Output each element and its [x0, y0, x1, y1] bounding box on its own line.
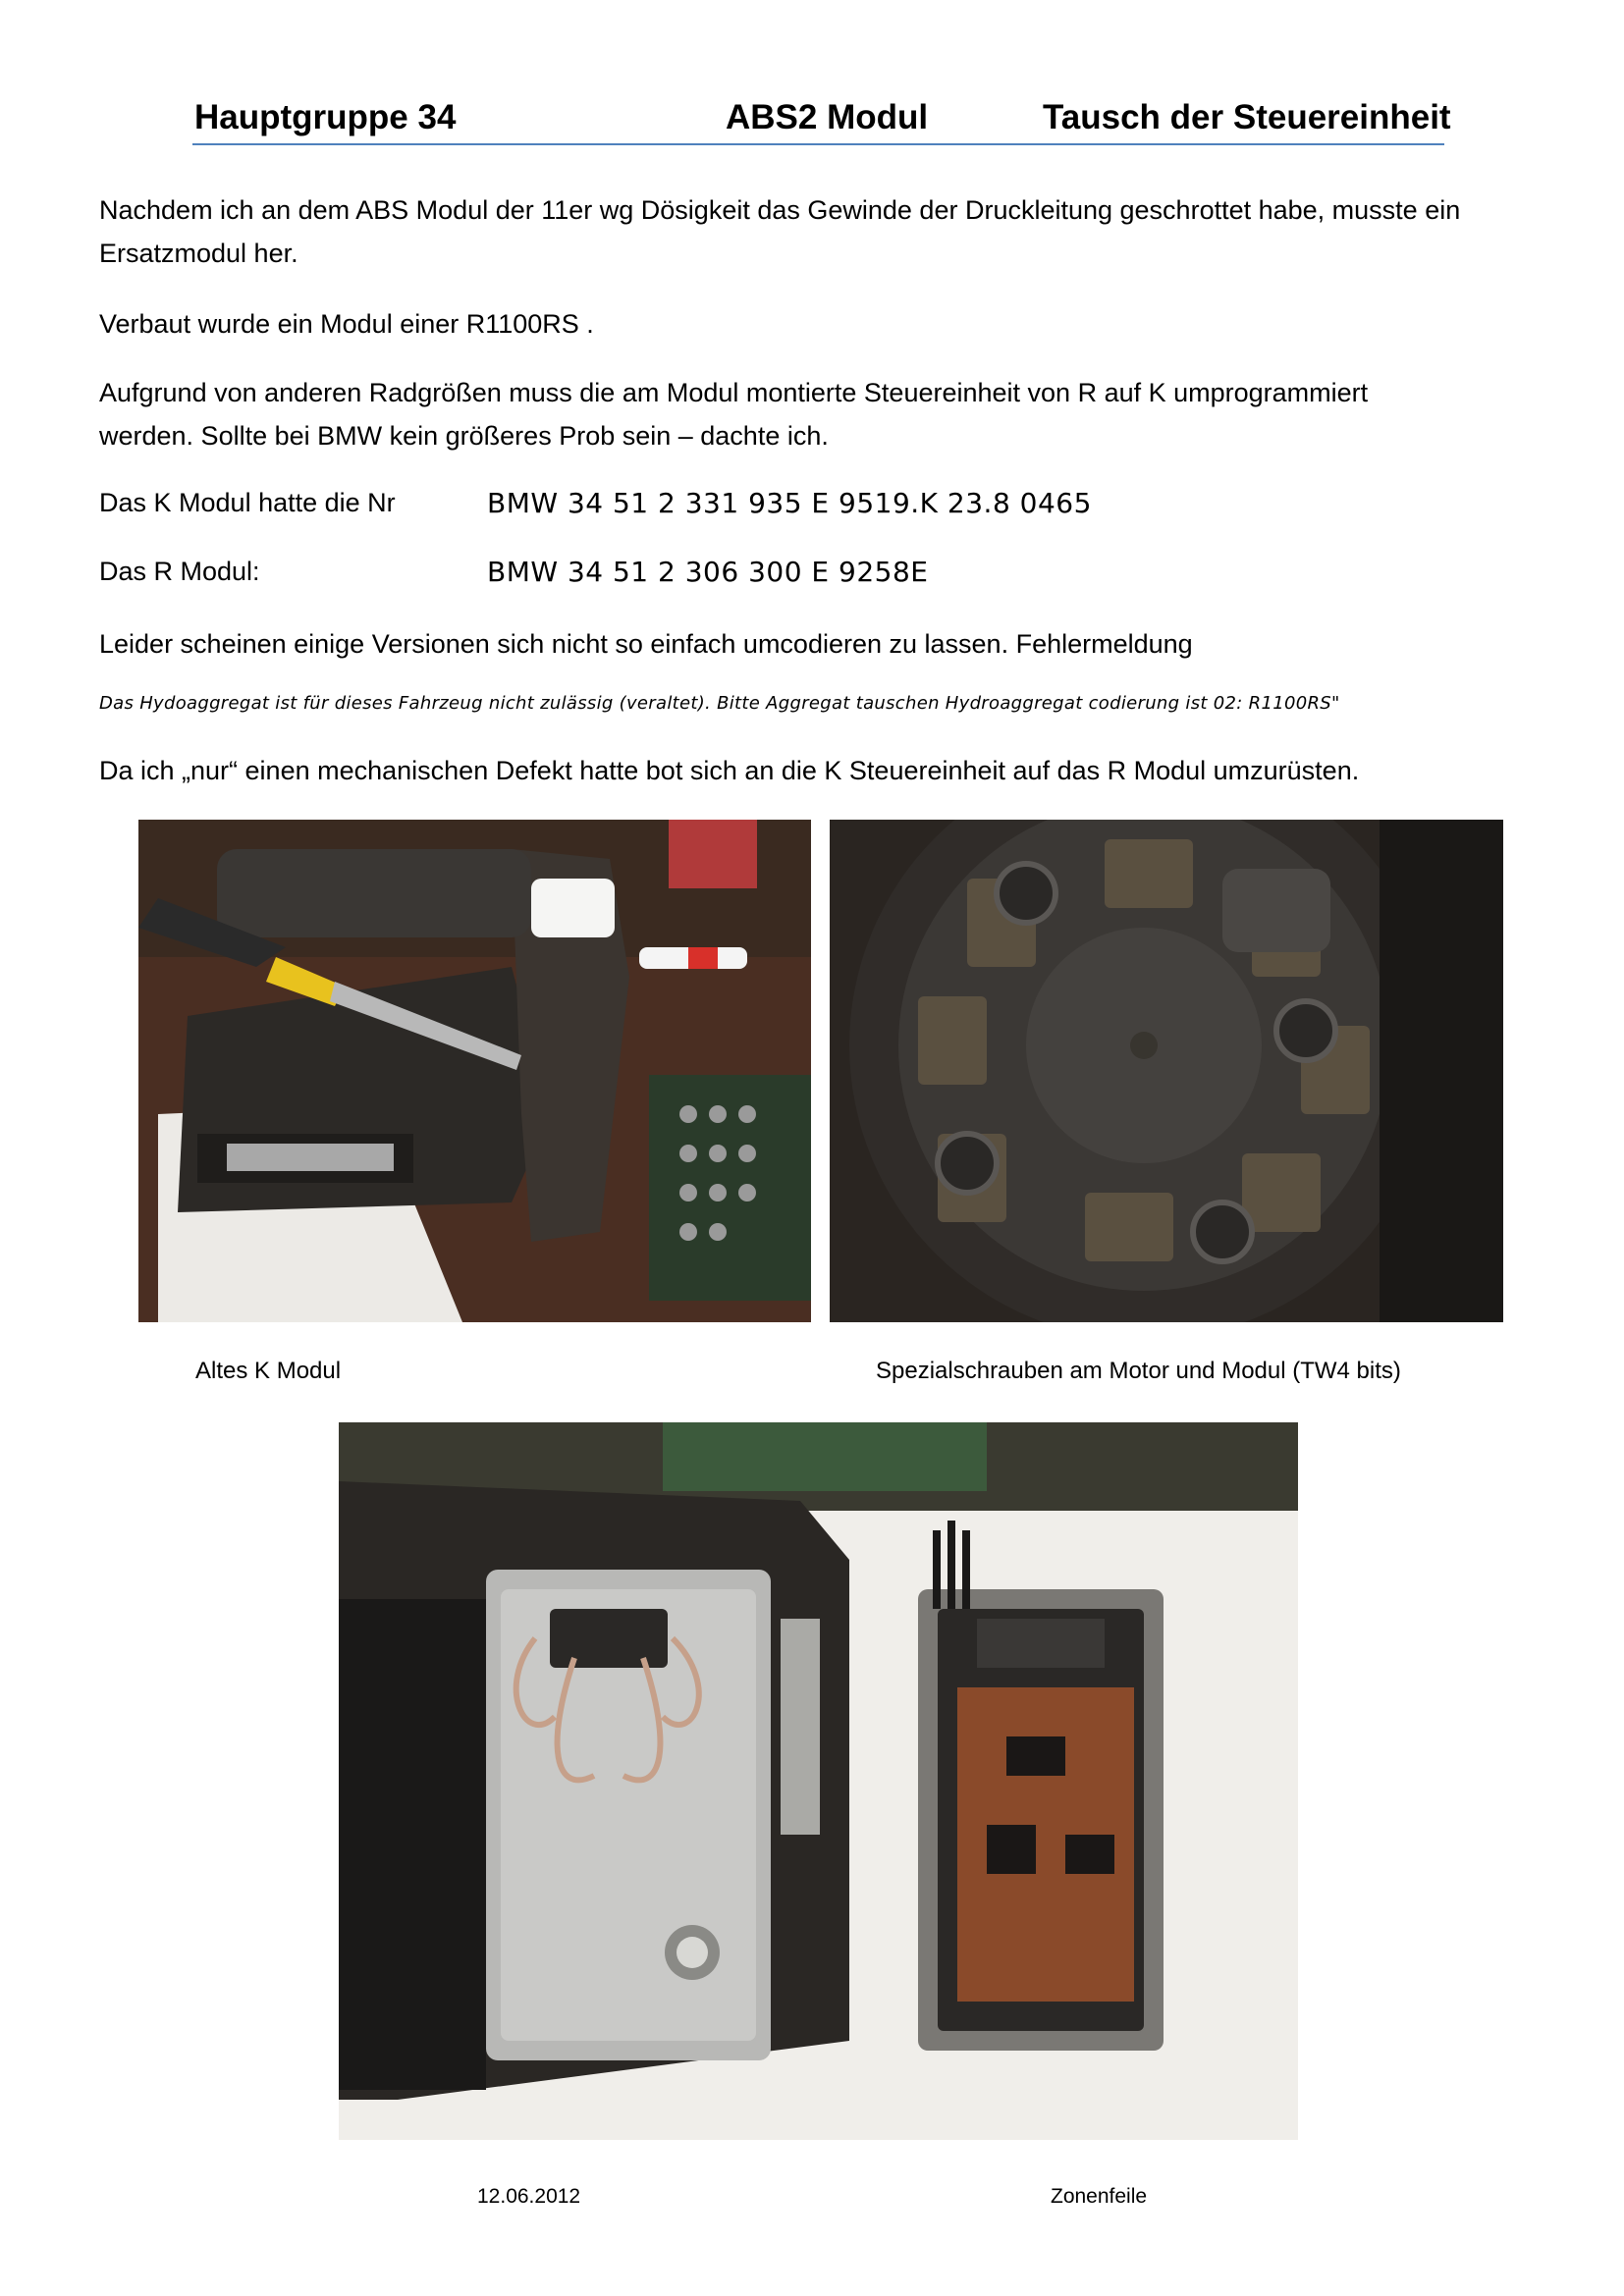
r-module-label: Das R Modul:: [99, 557, 260, 586]
photo-special-screws: [830, 820, 1503, 1322]
k-module-number: BMW 34 51 2 331 935 E 9519.K 23.8 0465: [487, 487, 1092, 519]
r-module-number: BMW 34 51 2 306 300 E 9258E: [487, 556, 929, 588]
footer-date: 12.06.2012: [477, 2185, 581, 2208]
reprogram-line-1: Aufgrund von anderen Radgrößen muss die am Modul montierte Steuereinheit von R auf K umprogrammiert: [99, 378, 1369, 407]
header-group: Hauptgruppe 34: [194, 98, 457, 136]
footer-author: Zonenfeile: [1051, 2185, 1148, 2208]
k-module-label: Das K Modul hatte die Nr: [99, 488, 396, 517]
reprogram-paragraph: [99, 371, 1533, 457]
photo-opened-modules: [339, 1422, 1298, 2140]
caption-photo-1: Altes K Modul: [195, 1358, 342, 1384]
conclusion-paragraph: Da ich „nur“ einen mechanischen Defekt hatte bot sich an die K Steuereinheit auf das R Modul umzurüsten.: [99, 756, 1360, 785]
intro-line-2: Ersatzmodul her.: [99, 239, 298, 268]
intro-line-1: Nachdem ich an dem ABS Modul der 11er wg Dösigkeit das Gewinde der Druckleitung geschrottet habe, musste ein: [99, 195, 1461, 225]
installed-paragraph: Verbaut wurde ein Modul einer R1100RS .: [99, 309, 594, 339]
caption-photo-2: Spezialschrauben am Motor und Modul (TW4 bits): [876, 1358, 1401, 1384]
page-header: [192, 98, 1451, 147]
header-topic: Tausch der Steuereinheit: [1043, 98, 1451, 136]
recode-paragraph: Leider scheinen einige Versionen sich nicht so einfach umcodieren zu lassen. Fehlermeldung: [99, 629, 1193, 659]
header-module: ABS2 Modul: [726, 98, 929, 136]
error-message: Das Hydoaggregat ist für dieses Fahrzeug nicht zulässig (veraltet). Bitte Aggregat tauschen Hydroaggregat codierung ist 02: R1100RS": [99, 693, 1340, 714]
reprogram-line-2: werden. Sollte bei BMW kein größeres Prob sein – dachte ich.: [99, 421, 829, 451]
photo-old-k-module: [138, 820, 811, 1322]
intro-paragraph: [99, 188, 1533, 275]
header-rule: [192, 143, 1444, 145]
